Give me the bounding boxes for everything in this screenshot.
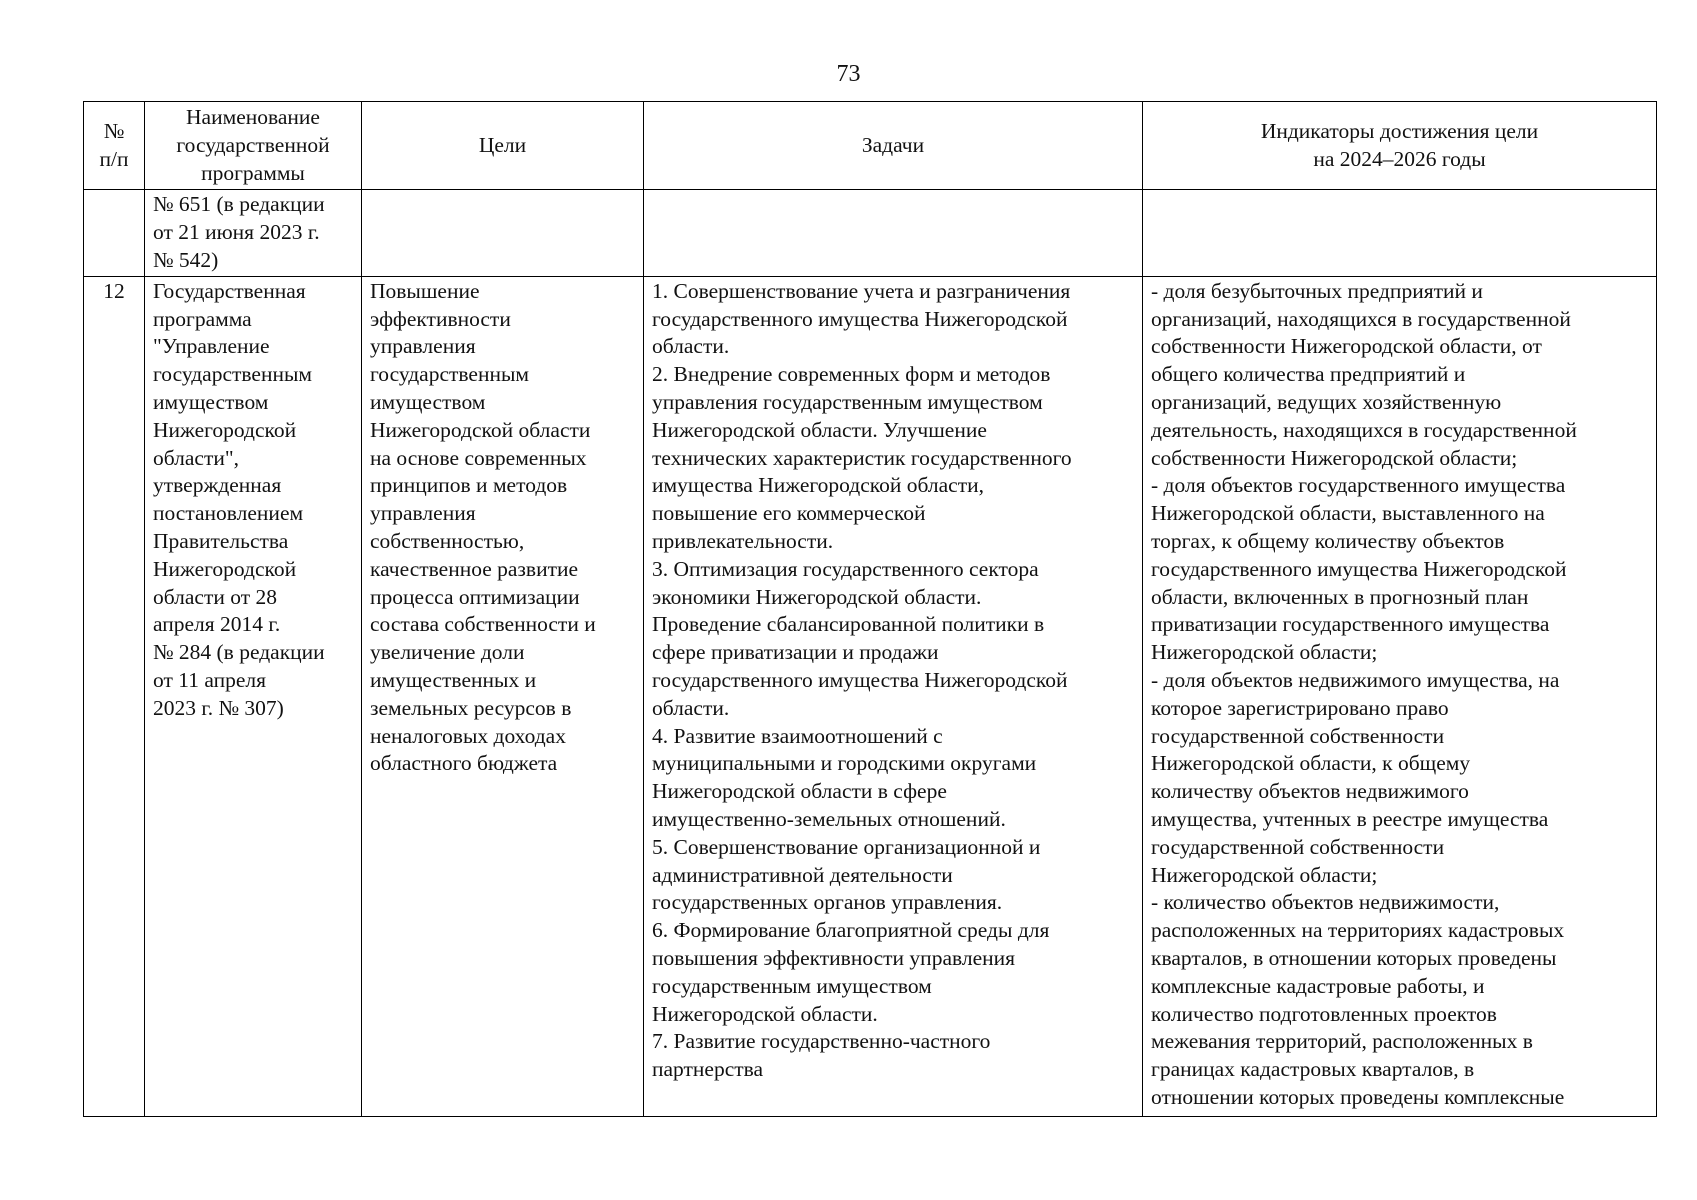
text-line: имущественных и bbox=[370, 667, 537, 692]
text-line: на основе современных bbox=[370, 445, 587, 470]
header-goals bbox=[362, 102, 644, 190]
header-tasks bbox=[644, 102, 1143, 190]
text-line: области", bbox=[153, 445, 240, 470]
text-line: управления bbox=[370, 334, 476, 359]
page-number: 73 bbox=[836, 61, 861, 87]
text-line: государственных органов управления. bbox=[652, 890, 1003, 915]
header-num bbox=[84, 102, 145, 190]
text-line: качественное развитие bbox=[370, 556, 579, 581]
text-line: расположенных на территориях кадастровых bbox=[1151, 918, 1565, 943]
text-line: 1. Совершенствование учета и разграничения bbox=[652, 278, 1071, 303]
text-line: № bbox=[103, 118, 125, 143]
text-line: эффективности bbox=[370, 306, 511, 331]
text-line: увеличение доли bbox=[370, 640, 525, 665]
text-line: государственного имущества Нижегородской bbox=[1151, 556, 1567, 581]
text-line: от 11 апреля bbox=[153, 667, 266, 692]
text-line: количество подготовленных проектов bbox=[1151, 1001, 1497, 1026]
text-line: государственного имущества Нижегородской bbox=[652, 667, 1068, 692]
text-line: технических характеристик государственного bbox=[652, 445, 1072, 470]
text-line: 2. Внедрение современных форм и методов bbox=[652, 362, 1051, 387]
text-line: экономики Нижегородской области. bbox=[652, 584, 982, 609]
text-line: административной деятельности bbox=[652, 862, 953, 887]
text-line: повышения эффективности управления bbox=[652, 945, 1016, 970]
text-line: принципов и методов bbox=[370, 473, 568, 498]
text-line: Нижегородской области; bbox=[1151, 862, 1378, 887]
text-line: Нижегородской области; bbox=[1151, 640, 1378, 665]
text-line: собственности Нижегородской области, от bbox=[1151, 334, 1542, 359]
text-line: партнерства bbox=[652, 1057, 764, 1082]
text-line: количеству объектов недвижимого bbox=[1151, 779, 1469, 804]
text-line: привлекательности. bbox=[652, 528, 834, 553]
text-line: "Управление bbox=[153, 334, 270, 359]
text-line: апреля 2014 г. bbox=[153, 612, 281, 637]
text-line: - доля безубыточных предприятий и bbox=[1151, 278, 1483, 303]
text-line: управления государственным имуществом bbox=[652, 389, 1043, 414]
header-indicators bbox=[1143, 102, 1657, 190]
text-line: государственного имущества Нижегородской bbox=[652, 306, 1068, 331]
text-line: программы bbox=[201, 160, 305, 185]
text-line: кварталов, в отношении которых проведены bbox=[1151, 945, 1557, 970]
text-line: межевания территорий, расположенных в bbox=[1151, 1029, 1533, 1054]
text-line: государственной bbox=[176, 132, 330, 157]
text-line: общего количества предприятий и bbox=[1151, 362, 1466, 387]
text-line: Государственная bbox=[153, 278, 306, 303]
text-line: государственным bbox=[370, 362, 530, 387]
text-line: муниципальными и городскими округами bbox=[652, 751, 1037, 776]
text-line: имуществом bbox=[153, 389, 269, 414]
text-line: № 284 (в редакции bbox=[153, 640, 325, 665]
text-line: имущественно-земельных отношений. bbox=[652, 806, 1006, 831]
text-line: Нижегородской области, выставленного на bbox=[1151, 501, 1545, 526]
text-line: Нижегородской области. bbox=[652, 1001, 878, 1026]
cell-num bbox=[84, 190, 145, 276]
text-line: программа bbox=[153, 306, 252, 331]
text-line: Индикаторы достижения цели bbox=[1260, 118, 1539, 143]
text-line: организаций, находящихся в государственной bbox=[1151, 306, 1571, 331]
text-line: организаций, ведущих хозяйственную bbox=[1151, 389, 1502, 414]
text-line: имущества, учтенных в реестре имущества bbox=[1151, 806, 1549, 831]
text-line: процесса оптимизации bbox=[370, 584, 580, 609]
text-line: Цели bbox=[478, 132, 527, 157]
text-line: деятельность, находящихся в государственной bbox=[1151, 417, 1577, 442]
cell-indicators bbox=[1143, 190, 1657, 276]
text-line: областного бюджета bbox=[370, 751, 558, 776]
text-line: имущества Нижегородской области, bbox=[652, 473, 984, 498]
text-line: отношении которых проведены комплексные bbox=[1151, 1084, 1565, 1109]
header-program bbox=[145, 102, 362, 190]
text-line: № 542) bbox=[153, 247, 219, 272]
text-line: приватизации государственного имущества bbox=[1151, 612, 1550, 637]
text-line: - доля объектов недвижимого имущества, на bbox=[1151, 667, 1560, 692]
text-line: Нижегородской области bbox=[370, 417, 591, 442]
text-line: Наименование bbox=[186, 105, 320, 129]
program-table bbox=[83, 101, 1657, 1117]
text-line: Задачи bbox=[861, 132, 925, 157]
text-line: области. bbox=[652, 334, 730, 359]
text-line: границах кадастровых кварталов, в bbox=[1151, 1057, 1475, 1082]
table-row-continuation bbox=[84, 190, 1657, 276]
text-line: - количество объектов недвижимости, bbox=[1151, 890, 1500, 915]
text-line: которое зарегистрировано право bbox=[1151, 695, 1449, 720]
table-header-row bbox=[84, 102, 1657, 190]
text-line: 6. Формирование благоприятной среды для bbox=[652, 918, 1050, 943]
text-line: повышение его коммерческой bbox=[652, 501, 926, 526]
text-line: сфере приватизации и продажи bbox=[652, 640, 939, 665]
cell-program bbox=[145, 276, 362, 1116]
text-line: неналоговых доходах bbox=[370, 723, 566, 748]
cell-tasks bbox=[644, 276, 1143, 1116]
text-line: государственным имуществом bbox=[652, 973, 932, 998]
text-line: Нижегородской bbox=[153, 417, 297, 442]
text-line: 3. Оптимизация государственного сектора bbox=[652, 556, 1039, 581]
text-line: торгах, к общему количеству объектов bbox=[1151, 528, 1505, 553]
text-line: - доля объектов государственного имущества bbox=[1151, 473, 1566, 498]
text-line: области. bbox=[652, 695, 730, 720]
text-line: Нижегородской области, к общему bbox=[1151, 751, 1471, 776]
text-line: собственностью, bbox=[370, 528, 525, 553]
text-line: комплексные кадастровые работы, и bbox=[1151, 973, 1485, 998]
text-line: 5. Совершенствование организационной и bbox=[652, 834, 1041, 859]
cell-goals bbox=[362, 276, 644, 1116]
text-line: области, включенных в прогнозный план bbox=[1151, 584, 1529, 609]
text-line: Правительства bbox=[153, 528, 289, 553]
cell-tasks bbox=[644, 190, 1143, 276]
text-line: области от 28 bbox=[153, 584, 277, 609]
text-line: Проведение сбалансированной политики в bbox=[652, 612, 1045, 637]
cell-program bbox=[145, 190, 362, 276]
text-line: на 2024–2026 годы bbox=[1313, 146, 1486, 171]
text-line: № 651 (в редакции bbox=[153, 192, 325, 217]
text-line: 2023 г. № 307) bbox=[153, 695, 284, 720]
cell-goals bbox=[362, 190, 644, 276]
text-line: государственным bbox=[153, 362, 313, 387]
text-line: государственной собственности bbox=[1151, 834, 1445, 859]
text-line: 4. Развитие взаимоотношений с bbox=[652, 723, 943, 748]
text-line: Нижегородской области. Улучшение bbox=[652, 417, 987, 442]
text-line: постановлением bbox=[153, 501, 304, 526]
table-row-12 bbox=[84, 276, 1657, 1116]
text-line: состава собственности и bbox=[370, 612, 596, 637]
text-line: государственной собственности bbox=[1151, 723, 1445, 748]
text-line: имуществом bbox=[370, 389, 486, 414]
text-line: п/п bbox=[99, 146, 129, 171]
text-line: Нижегородской области в сфере bbox=[652, 779, 947, 804]
text-line: 7. Развитие государственно-частного bbox=[652, 1029, 991, 1054]
text-line: собственности Нижегородской области; bbox=[1151, 445, 1518, 470]
text-line: Повышение bbox=[370, 278, 480, 303]
text-line: земельных ресурсов в bbox=[370, 695, 572, 720]
text-line: от 21 июня 2023 г. bbox=[153, 220, 320, 245]
text-line: Нижегородской bbox=[153, 556, 297, 581]
text-line: утвержденная bbox=[153, 473, 282, 498]
cell-num: 12 bbox=[84, 276, 145, 1116]
cell-indicators bbox=[1143, 276, 1657, 1116]
text-line: управления bbox=[370, 501, 476, 526]
